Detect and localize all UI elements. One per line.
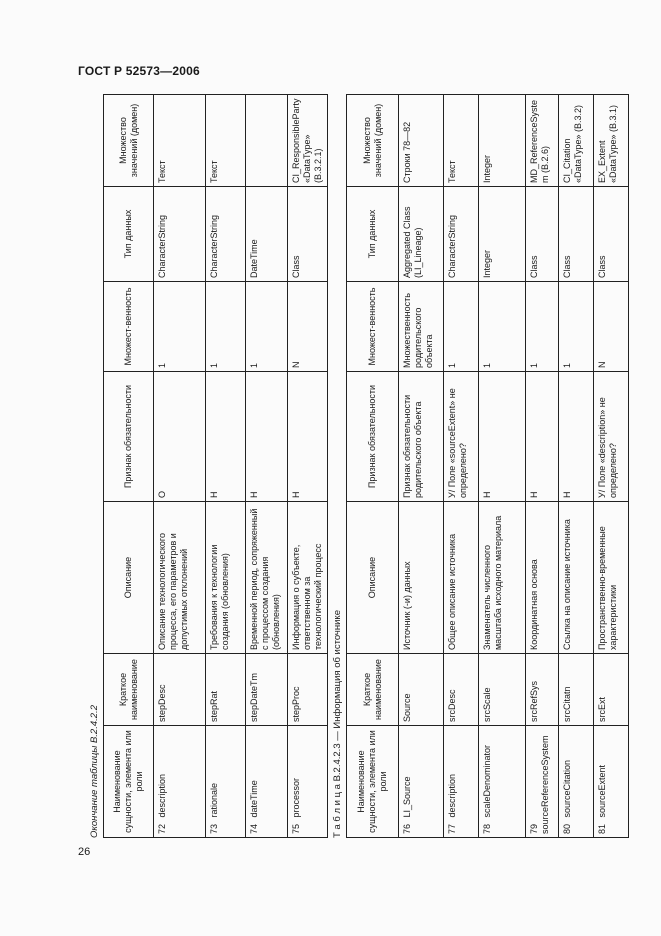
cell-short: Source (399, 654, 444, 726)
col-header-name: Наименование сущности, элемента или роли (347, 726, 399, 838)
table2-block (331, 95, 618, 838)
cell-desc: Требования к технологии создания (обновления) (206, 502, 246, 654)
cell-oblig: Н (479, 372, 526, 502)
table-row (444, 95, 479, 838)
col-header-name: Наименование сущности, элемента или роли (104, 726, 154, 838)
cell-oblig: Н (559, 372, 594, 502)
cell-desc: Пространственно-временные характеристики (594, 502, 629, 654)
cell-desc: Описание технологического процесса, его параметров и допустимых отклонений (154, 502, 206, 654)
cell-mult: 1 (246, 282, 288, 372)
col-header-domain: Множество значений (домен) (347, 95, 399, 187)
page-number: 26 (78, 846, 91, 858)
cell-mult: 1 (206, 282, 246, 372)
col-header-type: Тип данных (104, 187, 154, 282)
cell-domain: Текст (444, 95, 479, 187)
cell-desc: Координатная основа (526, 502, 559, 654)
cell-mult: 1 (444, 282, 479, 372)
cell-desc: Временной период, сопряженный с процессом создания (обновления) (246, 502, 288, 654)
cell-type: CharacterString (206, 187, 246, 282)
table1 (103, 94, 328, 838)
cell-short: srcExt (594, 654, 629, 726)
cell-mult: 1 (154, 282, 206, 372)
cell-mult: N (288, 282, 328, 372)
cell-name: 77 description (444, 726, 479, 838)
cell-type: Class (594, 187, 629, 282)
cell-oblig: Признак обязательности родительского объекта (399, 372, 444, 502)
cell-domain: EX_Extent «DataType» (B.3.1) (594, 95, 629, 187)
col-header-domain: Множество значений (домен) (104, 95, 154, 187)
cell-domain (246, 95, 288, 187)
cell-mult: 1 (526, 282, 559, 372)
col-header-type: Тип данных (347, 187, 399, 282)
cell-oblig: У/ Поле «sourceExtent» не определено? (444, 372, 479, 502)
table-row (154, 95, 206, 838)
cell-mult: Множественность родительского объекта (399, 282, 444, 372)
cell-short: srcRefSys (526, 654, 559, 726)
table1-header-row (104, 95, 154, 838)
col-header-desc: Описание (104, 502, 154, 654)
cell-desc: Знаменатель численного масштаба исходного материала (479, 502, 526, 654)
table-row (288, 95, 328, 838)
cell-type: Class (526, 187, 559, 282)
cell-name: 81 sourceExtent (594, 726, 629, 838)
cell-desc: Информация о субъекте, ответственном за технологический процесс (288, 502, 328, 654)
cell-name: 76 LI_Source (399, 726, 444, 838)
cell-domain: Integer (479, 95, 526, 187)
cell-desc: Ссылка на описание источника (559, 502, 594, 654)
cell-mult: 1 (479, 282, 526, 372)
cell-domain: CI_ResponsibleParty «DataType» (B.3.2.1) (288, 95, 328, 187)
cell-type: Class (559, 187, 594, 282)
cell-oblig: Н (206, 372, 246, 502)
table1-block (88, 95, 323, 838)
cell-name: 75 processor (288, 726, 328, 838)
col-header-short: Краткое наименование (104, 654, 154, 726)
cell-short: srcCitatn (559, 654, 594, 726)
cell-oblig: Н (246, 372, 288, 502)
cell-short: stepProc (288, 654, 328, 726)
cell-mult: N (594, 282, 629, 372)
table-row (246, 95, 288, 838)
table2-header-row (347, 95, 399, 838)
table-row (526, 95, 559, 838)
cell-domain: MD_ReferenceSystem (B.2.6) (526, 95, 559, 187)
table-row (479, 95, 526, 838)
col-header-mult: Множест-венность (104, 282, 154, 372)
cell-desc: Источник (-и) данных (399, 502, 444, 654)
table2 (346, 94, 629, 838)
cell-short: srcScale (479, 654, 526, 726)
table-row (594, 95, 629, 838)
cell-oblig: Н (526, 372, 559, 502)
cell-type: CharacterString (154, 187, 206, 282)
cell-short: stepDateTm (246, 654, 288, 726)
table2-caption: Т а б л и ц а В.2.4.2.3 — Информация об источнике (332, 610, 343, 838)
col-header-oblig: Признак обязательности (104, 372, 154, 502)
cell-type: CharacterString (444, 187, 479, 282)
cell-type: Class (288, 187, 328, 282)
col-header-short: Краткое наименование (347, 654, 399, 726)
cell-domain: Текст (206, 95, 246, 187)
cell-domain: Строки 78—82 (399, 95, 444, 187)
cell-oblig: У/ Поле «description» не определено? (594, 372, 629, 502)
table-row (399, 95, 444, 838)
table1-caption: Окончание таблицы В.2.4.2.2 (89, 705, 100, 838)
col-header-desc: Описание (347, 502, 399, 654)
cell-name: 74 dateTime (246, 726, 288, 838)
cell-type: DateTime (246, 187, 288, 282)
cell-oblig: Н (288, 372, 328, 502)
cell-desc: Общее описание источника (444, 502, 479, 654)
table-row (206, 95, 246, 838)
cell-short: stepDesc (154, 654, 206, 726)
col-header-oblig: Признак обязательности (347, 372, 399, 502)
cell-domain: Текст (154, 95, 206, 187)
cell-name: 78 scaleDenominator (479, 726, 526, 838)
cell-mult: 1 (559, 282, 594, 372)
cell-short: stepRat (206, 654, 246, 726)
cell-name: 80 sourceCitation (559, 726, 594, 838)
cell-short: srcDesc (444, 654, 479, 726)
document-header: ГОСТ Р 52573—2006 (78, 64, 200, 78)
cell-name: 79 sourceReferenceSystem (526, 726, 559, 838)
cell-type: Integer (479, 187, 526, 282)
table-row (559, 95, 594, 838)
cell-name: 73 rationale (206, 726, 246, 838)
cell-oblig: О (154, 372, 206, 502)
cell-name: 72 description (154, 726, 206, 838)
cell-type: Aggregated Class (LI_Lineage) (399, 187, 444, 282)
cell-domain: CI_Citation «DataType» (B.3.2) (559, 95, 594, 187)
col-header-mult: Множест-венность (347, 282, 399, 372)
